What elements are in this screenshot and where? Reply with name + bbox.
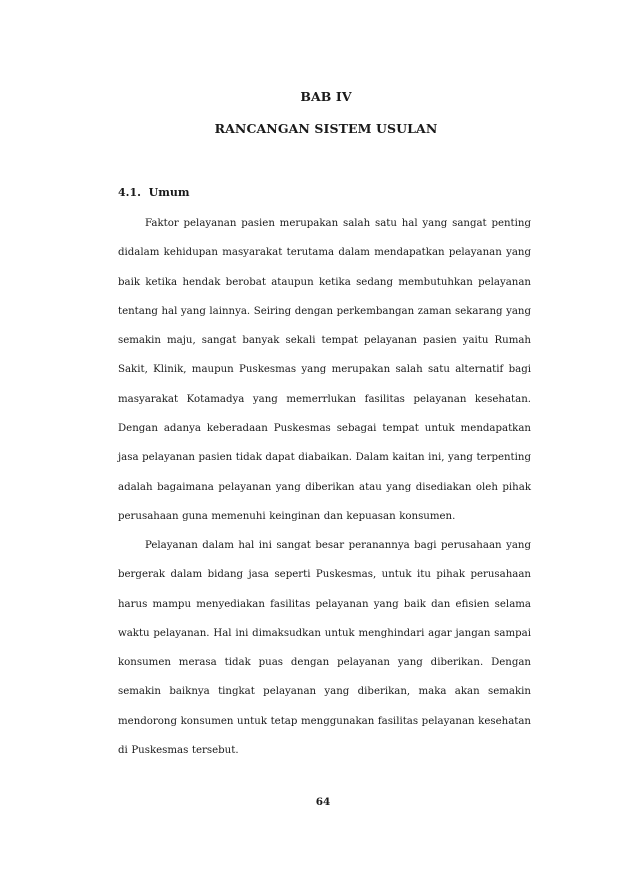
chapter-number: BAB IV [300, 89, 352, 104]
page-number: 64 [315, 796, 331, 808]
paragraph-2: Pelayanan dalam hal ini sangat besar peranannya bagi perusahaan yang bergerak dalam bidang jasa seperti Puskesmas, untuk itu pihak perusahaan harus mampu menyediakan fasilitas pelayanan yang baik dan efisien selama waktu pelayanan. Hal ini dimaksudkan untuk menghindari agar jangan sampai konsumen merasa tidak puas dengan pelayanan yang diberikan. Dengan semakin baiknya tingkat pelayanan yang diberikan, maka akan semakin mendorong konsumen untuk tetap menggunakan fasilitas pelayanan kesehatan di Puskesmas tersebut. [118, 540, 531, 757]
section-heading: 4.1. Umum [118, 186, 190, 199]
chapter-title: RANCANGAN SISTEM USULAN [214, 121, 438, 136]
paragraph-1: Faktor pelayanan pasien merupakan salah satu hal yang sangat penting didalam kehidupan masyarakat terutama dalam mendapatkan pelayanan yang baik ketika hendak berobat ataupun ketika sedang membutuhkan pelayanan tentang hal yang lainnya. Seiring dengan perkembangan zaman sekarang yang semakin maju, sangat banyak sekali tempat pelayanan pasien yaitu Rumah Sakit, Klinik, maupun Puskesmas yang merupakan salah satu alternatif bagi masyarakat Kotamadya yang memerrlukan fasilitas pelayanan kesehatan. Dengan adanya keberadaan Puskesmas sebagai tempat untuk mendapatkan jasa pelayanan pasien tidak dapat diabaikan. Dalam kaitan ini, yang terpenting adalah bagaimana pelayanan yang diberikan atau yang disediakan oleh pihak perusahaan guna memenuhi keinginan dan kepuasan konsumen. [118, 218, 531, 522]
